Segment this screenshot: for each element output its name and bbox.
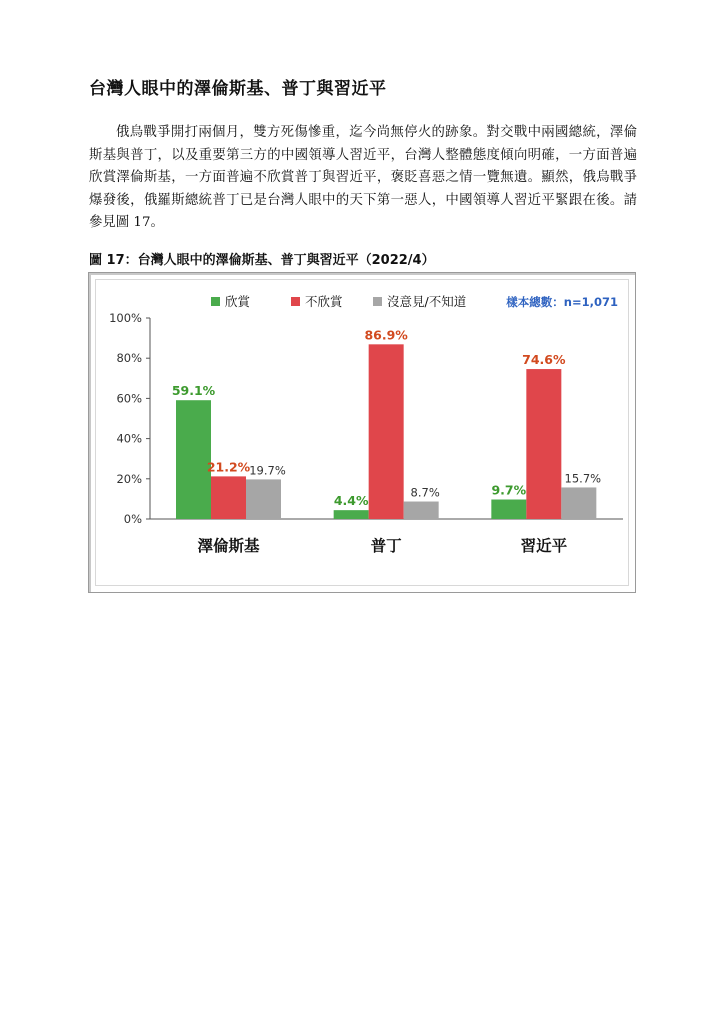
- data-label-2-0: 9.7%: [491, 482, 527, 498]
- category-label-0: 澤倫斯基: [197, 537, 260, 555]
- data-label-1-2: 8.7%: [410, 485, 440, 500]
- data-label-0-1: 21.2%: [206, 459, 251, 475]
- legend-swatch-0: [211, 297, 220, 306]
- data-label-0-2: 19.7%: [249, 463, 286, 478]
- y-tick-label: 100%: [109, 311, 142, 325]
- data-label-1-0: 4.4%: [333, 493, 369, 509]
- sample-note: 樣本總數：n=1,071: [506, 295, 618, 309]
- section-title: 台灣人眼中的澤倫斯基、普丁與習近平: [89, 79, 387, 99]
- chart-inner: [95, 279, 629, 586]
- bar-0-1: [211, 476, 246, 519]
- figure-caption: 圖 17：台灣人眼中的澤倫斯基、普丁與習近平（2022/4）: [89, 253, 435, 268]
- legend-label-2: 沒意見/不知道: [387, 294, 467, 309]
- legend-swatch-2: [373, 297, 382, 306]
- bar-2-1: [526, 369, 561, 519]
- data-label-2-2: 15.7%: [564, 471, 602, 486]
- category-label-1: 普丁: [370, 537, 402, 555]
- category-label-2: 習近平: [520, 537, 568, 555]
- y-tick-label: 80%: [116, 351, 142, 366]
- bar-2-0: [491, 500, 526, 519]
- bar-1-2: [404, 502, 439, 519]
- data-label-0-0: 59.1%: [171, 383, 216, 399]
- legend-label-1: 不欣賞: [305, 294, 343, 309]
- bar-chart: [96, 280, 630, 587]
- body-paragraph: 俄烏戰爭開打兩個月，雙方死傷慘重，迄今尚無停火的跡象。對交戰中兩國總統，澤倫斯基與普丁，以及重要第三方的中國領導人習近平，台灣人整體態度傾向明確，一方面普遍欣賞澤倫斯基，一方面普遍不欣賞普丁與習近平，褒貶喜惡之情一覽無遺。顯然，俄烏戰爭爆發後，俄羅斯總統普丁已是台灣人眼中的天下第一惡人，中國領導人習近平緊跟在後。請參見圖 17。: [89, 125, 637, 230]
- legend-label-0: 欣賞: [225, 294, 251, 309]
- bar-0-0: [176, 400, 211, 519]
- y-tick-label: 20%: [116, 471, 142, 486]
- y-tick-label: 60%: [116, 391, 142, 406]
- data-label-2-1: 74.6%: [522, 352, 566, 368]
- bar-0-2: [246, 479, 281, 519]
- legend-swatch-1: [291, 297, 300, 306]
- bar-1-0: [334, 510, 369, 519]
- bar-1-1: [369, 344, 404, 519]
- y-tick-label: 0%: [123, 512, 142, 526]
- data-label-1-1: 86.9%: [364, 327, 408, 343]
- y-tick-label: 40%: [116, 431, 142, 446]
- bar-2-2: [561, 487, 596, 519]
- chart-frame: [88, 272, 636, 593]
